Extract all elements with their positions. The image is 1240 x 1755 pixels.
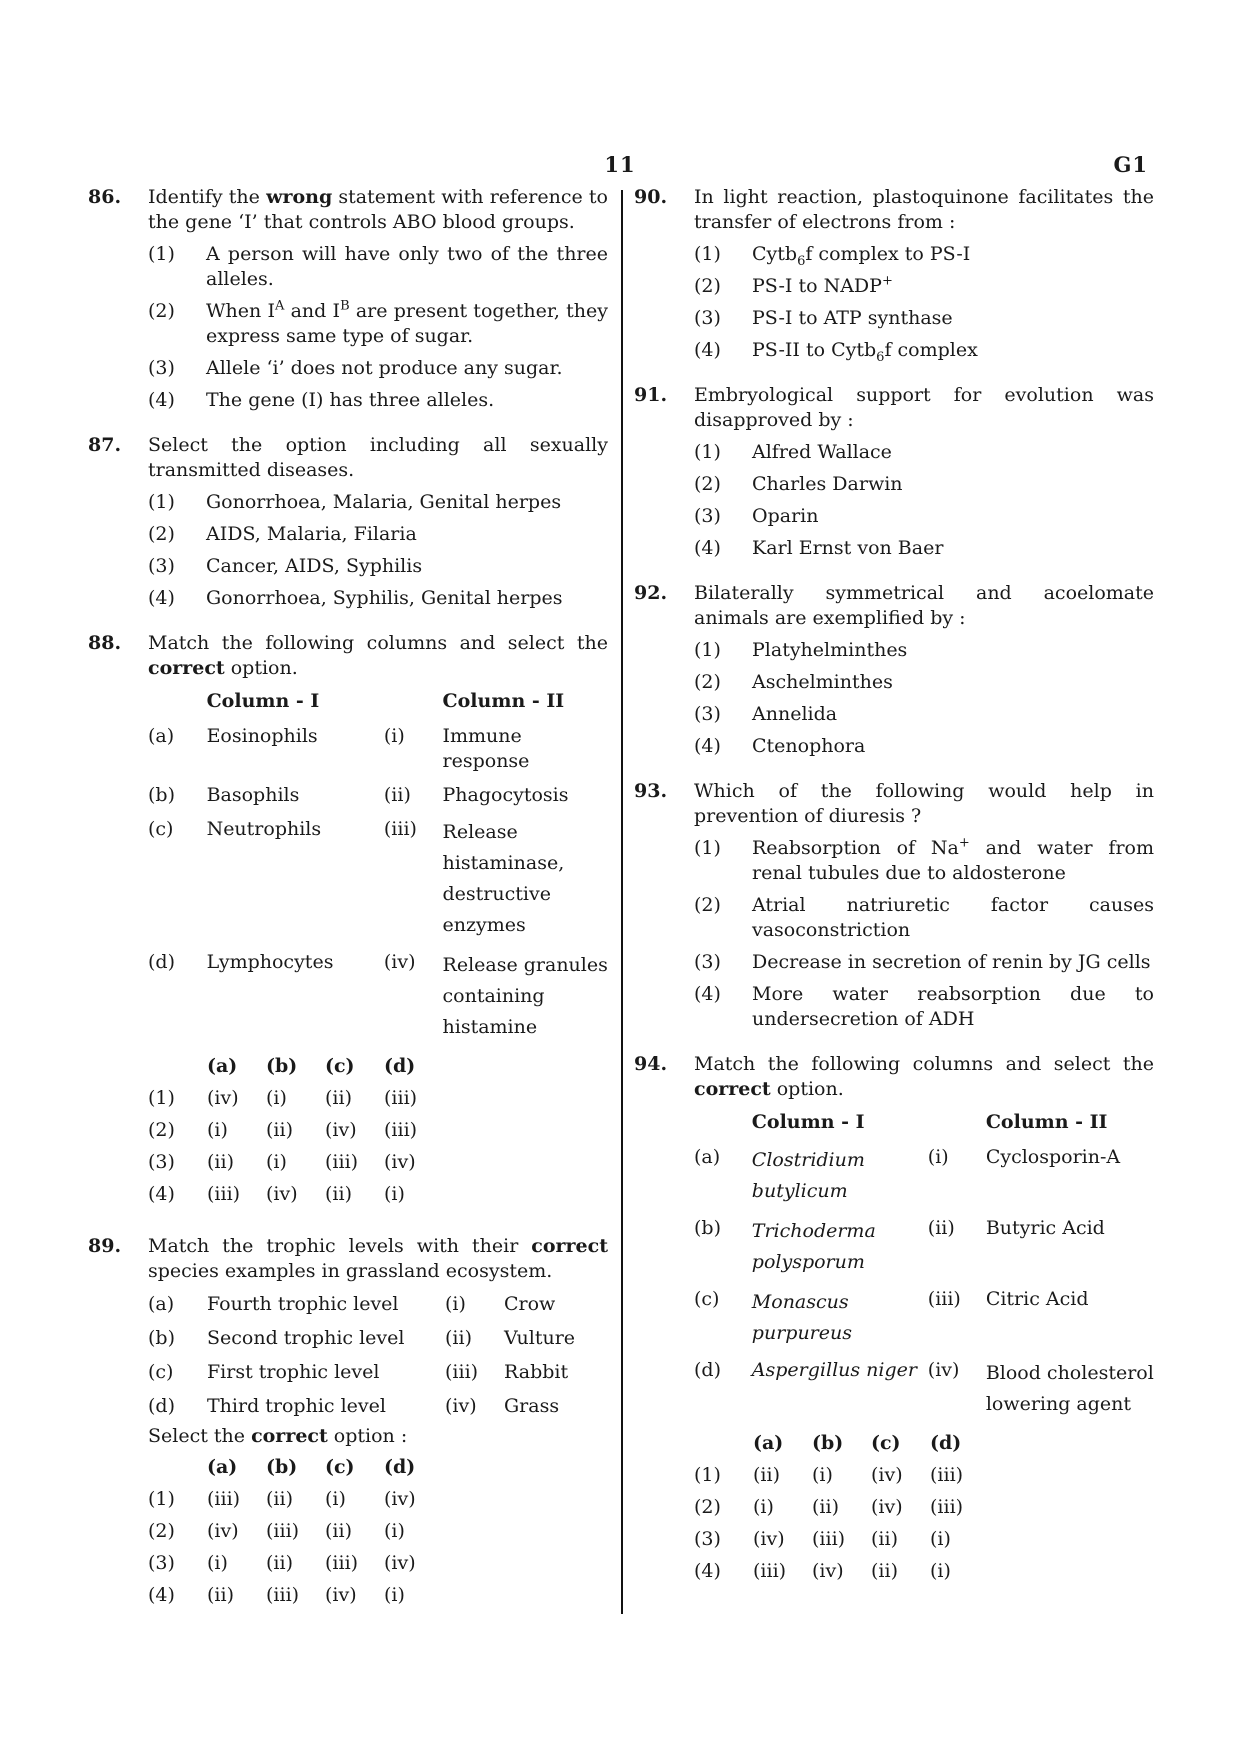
match-row: (a) Clostridium butylicum (i) Cyclosporin-A xyxy=(694,1146,1121,1202)
option-3[interactable]: (3) Oparin xyxy=(694,505,819,527)
match-table xyxy=(148,689,608,1052)
question-number: 89. xyxy=(88,1235,122,1257)
question-number: 94. xyxy=(634,1053,668,1075)
option-1[interactable]: (1) Reabsorption of Na+ and water from renal tubules due to aldosterone xyxy=(694,835,1154,884)
match-row: (b) Trichoderma polysporum (ii) Butyric Acid xyxy=(694,1217,1105,1273)
answer-option-3[interactable]: (3) (iv) (iii) (ii) (i) xyxy=(694,1528,951,1550)
option-1[interactable]: (1) Cytb$_6$f complex to PS-I xyxy=(694,243,971,269)
option-4[interactable]: (4) PS-II to Cytb$_6$f complex xyxy=(694,339,978,365)
option-1[interactable]: (1) Gonorrhoea, Malaria, Genital herpes xyxy=(148,491,562,513)
answer-option-1[interactable]: (1) (iii) (ii) (i) (iv) xyxy=(148,1488,416,1510)
match-row: (c) Monascus purpureus (iii) Citric Acid xyxy=(694,1288,1089,1344)
option-4[interactable]: (4) More water reabsorption due to undersecretion of ADH xyxy=(694,983,1154,1030)
question-stem: Which of the following would help in prevention of diuresis ? xyxy=(694,780,1154,827)
match-row: (c) First trophic level (iii) Rabbit xyxy=(148,1361,569,1383)
answer-table: (a) (b) (c) (d) (1) (ii) (i) (iv) (iii) (2) (i) (ii) (iv) (iii) (3) (iv) (iii) (ii) (i) (4) (iii) (iv) (ii) (i) xyxy=(694,1431,989,1591)
answer-option-3[interactable]: (3) (ii) (i) (iii) (iv) xyxy=(148,1151,416,1173)
option-2[interactable]: (2) When $I^A$ and $I^B$ are present together, they express same type of sugar. xyxy=(148,298,609,347)
match-row: (d) Lymphocytes (iv) Release granules containing histamine xyxy=(148,951,608,1038)
option-4[interactable]: (4) Gonorrhoea, Syphilis, Genital herpes xyxy=(148,587,563,609)
question-93 xyxy=(634,779,1154,1032)
option-2[interactable]: (2) Charles Darwin xyxy=(694,473,903,495)
question-stem: Embryological support for evolution was disapproved by : xyxy=(694,384,1154,431)
answer-option-2[interactable]: (2) (iv) (iii) (ii) (i) xyxy=(148,1520,405,1542)
question-number: 86. xyxy=(88,186,122,208)
question-86 xyxy=(88,185,608,413)
column-divider xyxy=(621,190,623,1614)
option-4[interactable]: (4) Ctenophora xyxy=(694,735,866,757)
select-instruction: Select the correct option : xyxy=(148,1425,408,1447)
answer-option-4[interactable]: (4) (ii) (iii) (iv) (i) xyxy=(148,1584,405,1606)
column-2-header: Column - II xyxy=(442,690,565,712)
option-3[interactable]: (3) PS-I to ATP synthase xyxy=(694,307,953,329)
question-number: 92. xyxy=(634,582,668,604)
page-code: G1 xyxy=(1113,152,1148,177)
match-table xyxy=(148,1292,575,1428)
question-89 xyxy=(88,1234,608,1615)
match-row: (a) Eosinophils (i) Immune response xyxy=(148,725,530,772)
column-1-header: Column - I xyxy=(751,1111,865,1133)
question-90 xyxy=(634,185,1154,363)
answer-option-1[interactable]: (1) (iv) (i) (ii) (iii) xyxy=(148,1087,418,1109)
right-column xyxy=(634,185,1154,1611)
option-2[interactable]: (2) AIDS, Malaria, Filaria xyxy=(148,523,417,545)
question-stem: Match the following columns and select the correct option. xyxy=(694,1053,1154,1100)
option-3[interactable]: (3) Decrease in secretion of renin by JG cells xyxy=(694,951,1151,973)
option-2[interactable]: (2) Aschelminthes xyxy=(694,671,893,693)
option-1[interactable]: (1) A person will have only two of the three alleles. xyxy=(148,243,608,290)
match-row: (a) Fourth trophic level (i) Crow xyxy=(148,1293,556,1315)
question-number: 91. xyxy=(634,384,668,406)
option-2[interactable]: (2) Atrial natriuretic factor causes vasoconstriction xyxy=(694,894,1154,941)
column-1-header: Column - I xyxy=(206,690,320,712)
question-number: 88. xyxy=(88,632,122,654)
match-row: (c) Neutrophils (iii) Release histaminase, destructive enzymes xyxy=(148,818,565,936)
match-row: (b) Second trophic level (ii) Vulture xyxy=(148,1327,576,1349)
option-2[interactable]: (2) PS-I to NADP+ xyxy=(694,273,893,297)
question-stem: Bilaterally symmetrical and acoelomate animals are exemplified by : xyxy=(694,582,1154,629)
answer-table: (a) (b) (c) (d) (1) (iii) (ii) (i) (iv) (2) (iv) (iii) (ii) (i) (3) (i) (ii) (iii) (iv) (4) (ii) (iii) (iv) (i) xyxy=(148,1455,443,1615)
match-row: (d) Third trophic level (iv) Grass xyxy=(148,1395,560,1417)
question-88 xyxy=(88,631,608,1214)
question-94 xyxy=(634,1052,1154,1591)
column-2-header: Column - II xyxy=(985,1111,1108,1133)
option-3[interactable]: (3) Annelida xyxy=(694,703,838,725)
question-stem: In light reaction, plastoquinone facilitates the transfer of electrons from : xyxy=(694,186,1154,233)
option-4[interactable]: (4) Karl Ernst von Baer xyxy=(694,537,944,559)
question-stem: Match the trophic levels with their correct species examples in grassland ecosystem. xyxy=(148,1235,608,1282)
match-row: (d) Aspergillus niger (iv) Blood cholesterol lowering agent xyxy=(694,1359,1154,1415)
option-1[interactable]: (1) Platyhelminthes xyxy=(694,639,908,661)
question-stem: Identify the wrong statement with reference to the gene ‘I’ that controls ABO blood groups. xyxy=(148,186,608,233)
page-number: 11 xyxy=(604,152,636,177)
answer-table: (a) (b) (c) (d) (1) (iv) (i) (ii) (iii) (2) (i) (ii) (iv) (iii) (3) (ii) (i) (iii) (iv) (4) (iii) (iv) (ii) (i) xyxy=(148,1054,443,1214)
question-number: 90. xyxy=(634,186,668,208)
question-91 xyxy=(634,383,1154,561)
question-87 xyxy=(88,433,608,611)
option-3[interactable]: (3) Allele ‘i’ does not produce any sugar. xyxy=(148,357,563,379)
answer-option-2[interactable]: (2) (i) (ii) (iv) (iii) xyxy=(694,1496,964,1518)
question-number: 87. xyxy=(88,434,122,456)
answer-option-1[interactable]: (1) (ii) (i) (iv) (iii) xyxy=(694,1464,964,1486)
option-3[interactable]: (3) Cancer, AIDS, Syphilis xyxy=(148,555,423,577)
option-1[interactable]: (1) Alfred Wallace xyxy=(694,441,892,463)
question-stem: Match the following columns and select the correct option. xyxy=(148,632,608,679)
left-column xyxy=(88,185,608,1635)
question-92 xyxy=(634,581,1154,759)
answer-option-3[interactable]: (3) (i) (ii) (iii) (iv) xyxy=(148,1552,416,1574)
answer-option-2[interactable]: (2) (i) (ii) (iv) (iii) xyxy=(148,1119,418,1141)
answer-option-4[interactable]: (4) (iii) (iv) (ii) (i) xyxy=(148,1183,405,1205)
answer-option-4[interactable]: (4) (iii) (iv) (ii) (i) xyxy=(694,1560,951,1582)
option-4[interactable]: (4) The gene (I) has three alleles. xyxy=(148,389,495,411)
match-table xyxy=(694,1110,1154,1429)
match-row: (b) Basophils (ii) Phagocytosis xyxy=(148,784,569,806)
question-number: 93. xyxy=(634,780,668,802)
question-stem: Select the option including all sexually transmitted diseases. xyxy=(148,434,608,481)
